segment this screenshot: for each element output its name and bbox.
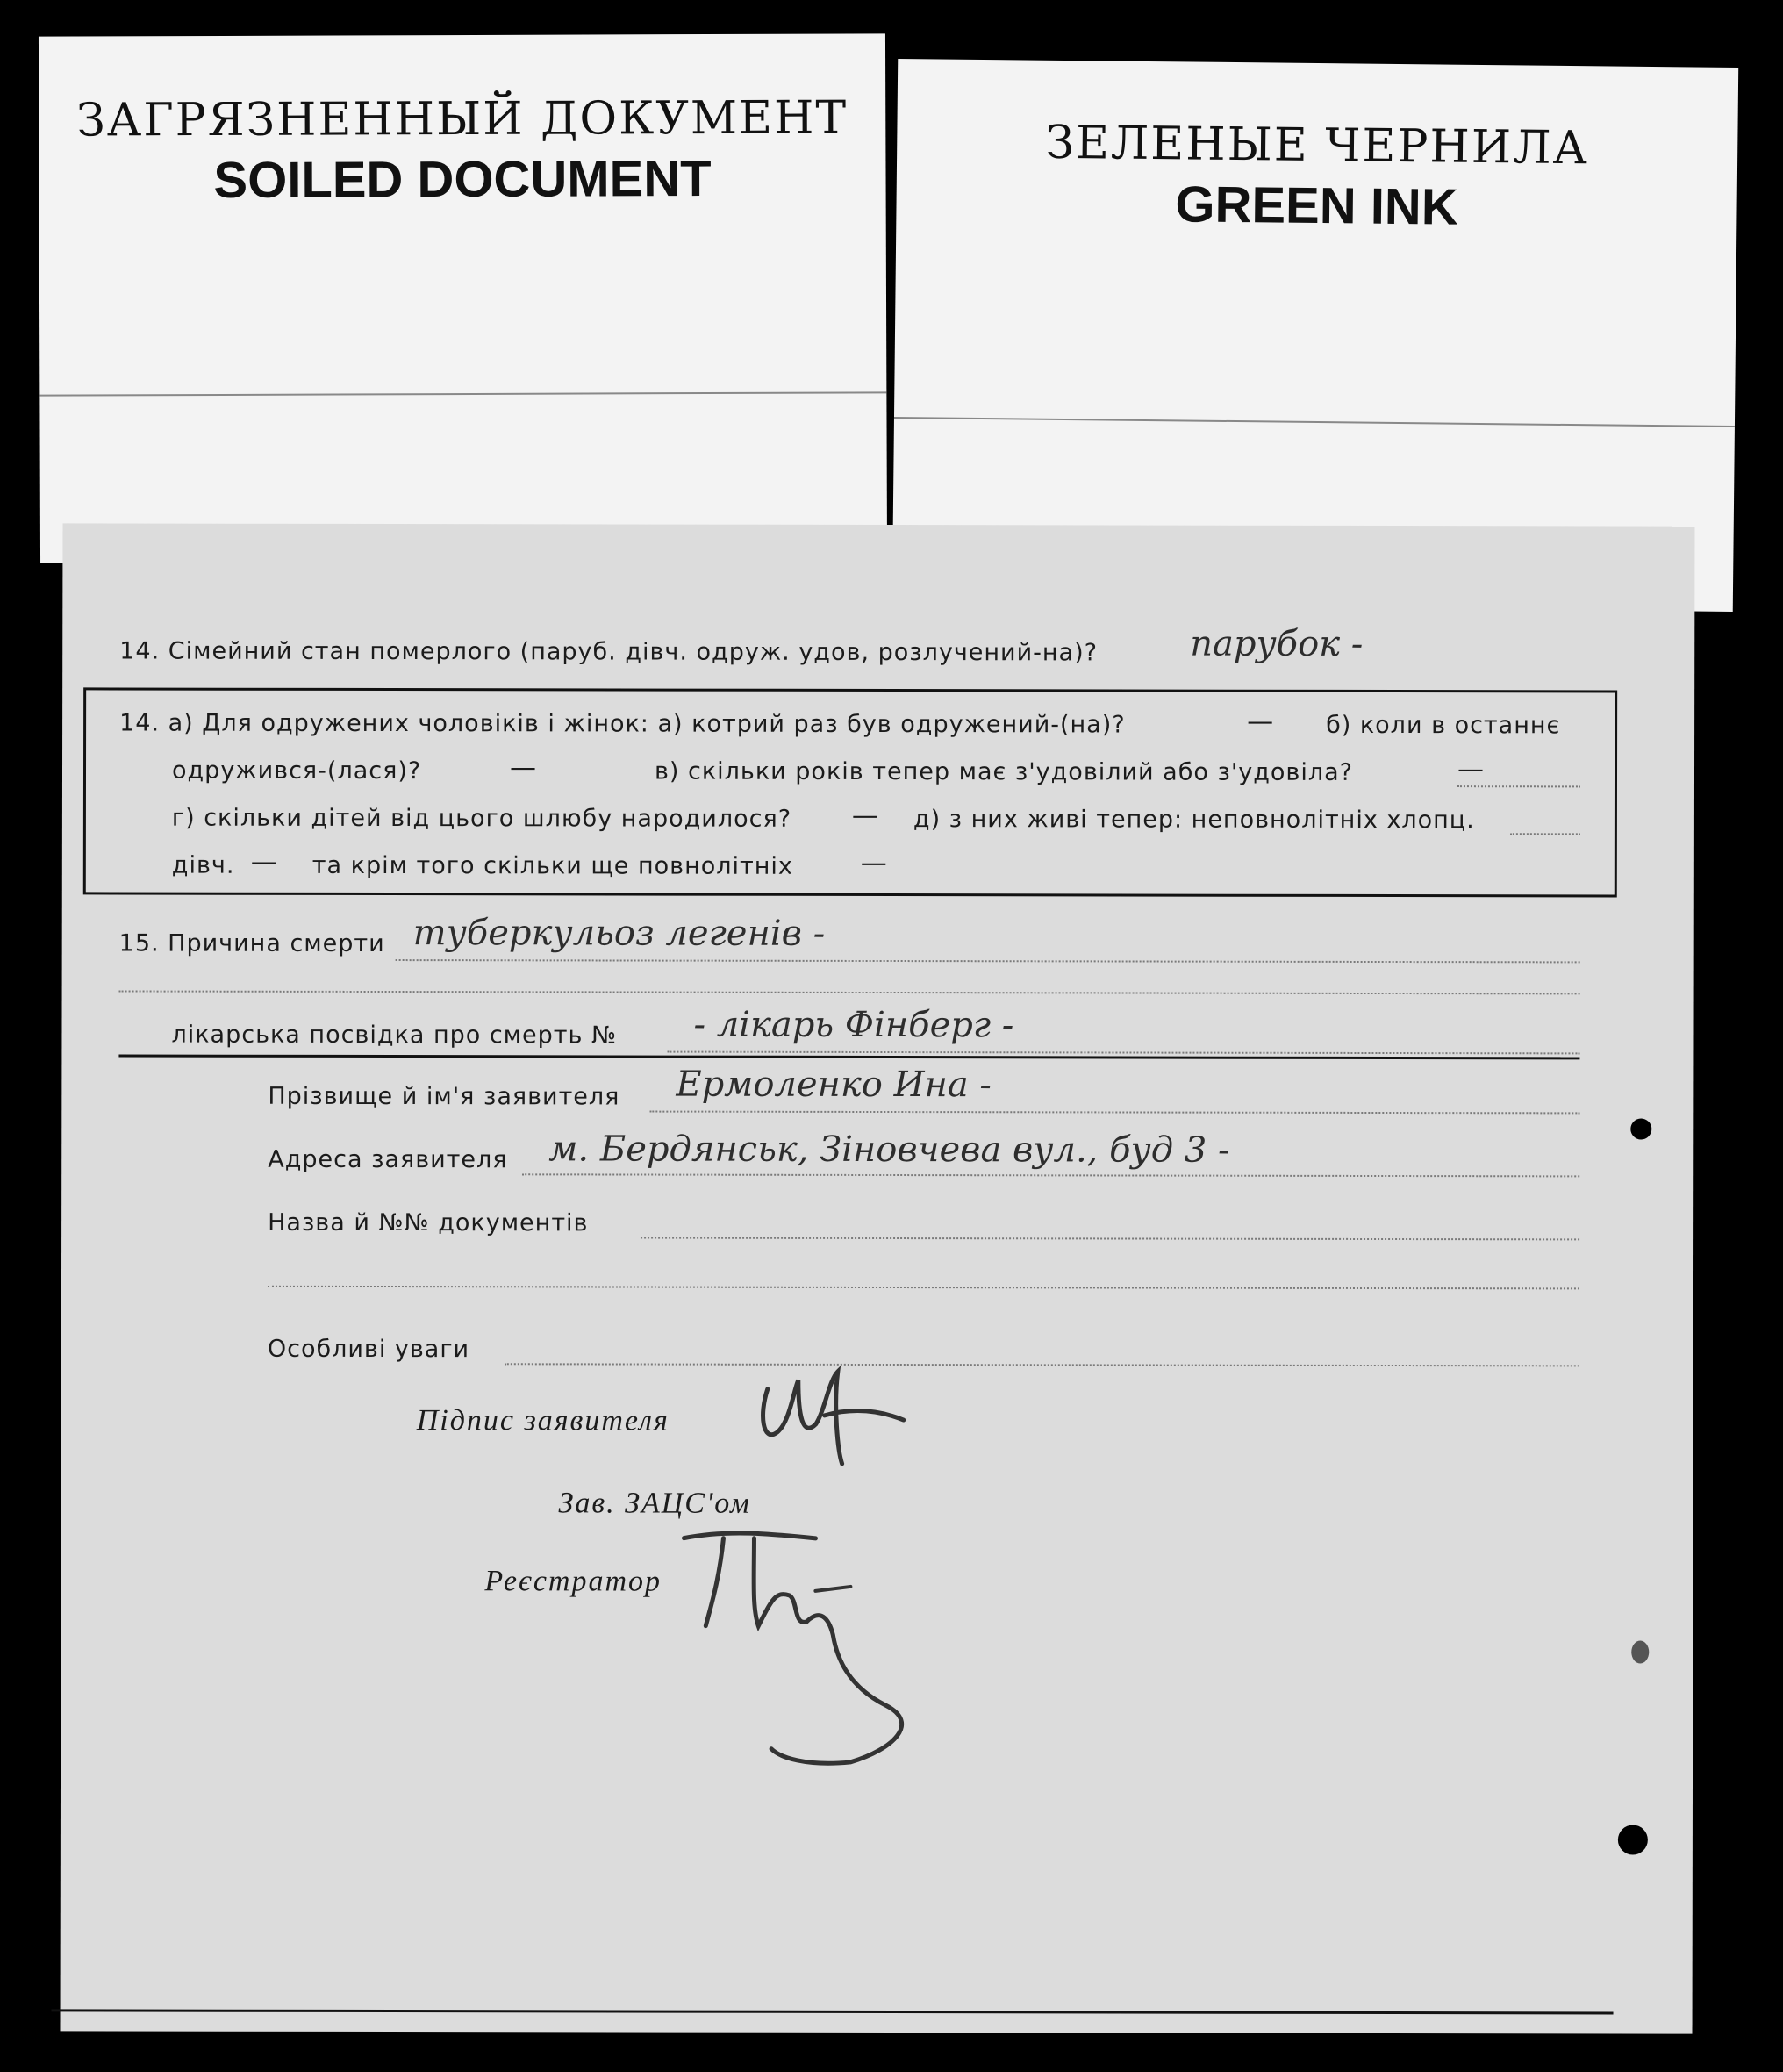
dotted-line (1510, 833, 1580, 835)
cert-answer: - лікарь Фінберг - (693, 1004, 1014, 1046)
q14a-line1a: 14. а) Для одружених чоловіків і жінок: а) котрий раз був одружений-(на)? (119, 709, 1126, 739)
remarks-label: Особливі уваги (267, 1335, 470, 1364)
dotted-line (396, 959, 1580, 963)
q14a-line1b: б) коли в останнє (1326, 711, 1561, 740)
q14a-dash: — (1247, 706, 1275, 737)
binding-hole (1631, 1641, 1649, 1664)
card-fold-line (894, 417, 1735, 427)
card-fold-line (39, 391, 886, 396)
q14a-line4a: дівч. (171, 851, 235, 879)
dotted-line (1457, 785, 1580, 787)
bottom-rule (52, 2009, 1614, 2014)
registrar-label: Реєстратор (484, 1565, 662, 1598)
q14a-dash: — (851, 799, 879, 832)
dotted-line (649, 1111, 1579, 1115)
dotted-line (268, 1286, 1579, 1290)
q14a-line3b: д) з них живі тепер: неповнолітніх хлопц. (913, 806, 1475, 835)
cert-label: лікарська посвідка про смерть № (171, 1021, 618, 1050)
label-left-ru: ЗАГРЯЗНЕННЫЙ ДОКУМЕНТ (76, 91, 849, 147)
dotted-line (667, 1051, 1579, 1055)
q14a-dash: — (860, 847, 888, 879)
label-left-en: SOILED DOCUMENT (213, 150, 712, 209)
label-right-ru: ЗЕЛЕНЫЕ ЧЕРНИЛА (1045, 116, 1590, 176)
dotted-line (641, 1237, 1579, 1241)
dotted-line (505, 1363, 1579, 1366)
q14-answer: парубок - (1190, 623, 1364, 664)
applicant-name-answer: Ермоленко Ина - (676, 1064, 992, 1106)
documents-label: Назва й №№ документів (268, 1208, 589, 1237)
applicant-signature-label: Підпис заявителя (416, 1404, 670, 1437)
applicant-address-label: Адреса заявителя (268, 1145, 508, 1174)
registrar-signature (675, 1512, 956, 1776)
q14a-line2a: одружився-(лася)? (171, 756, 422, 785)
q14a-dash: — (509, 752, 538, 784)
q14-label: 14. Сімейний стан померлого (паруб. дівч. одруж. удов, розлучений-на)? (119, 637, 1098, 667)
applicant-signature (750, 1354, 926, 1468)
q14a-dash: — (1457, 754, 1486, 785)
q14a-dash: — (250, 846, 278, 878)
soiled-document-label (39, 33, 887, 563)
applicant-address-answer: м. Бердянськ, Зіновчева вул., буд 3 - (548, 1129, 1230, 1171)
dotted-line (119, 990, 1580, 994)
binding-hole (1630, 1118, 1651, 1139)
q15-label: 15. Причина смерти (118, 929, 385, 958)
label-right-en: GREEN INK (1175, 176, 1459, 236)
q15-answer: туберкульоз легенів - (412, 913, 826, 954)
section-rule (118, 1054, 1579, 1059)
death-record-form (61, 523, 1695, 2033)
q14a-line3a: г) скільки дітей від цього шлюбу народилося? (171, 804, 792, 833)
q14a-line2b: в) скільки років тепер має з'удовілий або з'удовіла? (654, 757, 1354, 786)
q14a-line4b: та крім того скільки ще повнолітніх (311, 851, 793, 880)
dotted-line (522, 1173, 1579, 1177)
applicant-name-label: Прізвище й ім'я заявителя (268, 1082, 620, 1111)
binding-hole (1618, 1825, 1648, 1854)
head-label: Зав. ЗАЦС'ом (558, 1487, 751, 1520)
